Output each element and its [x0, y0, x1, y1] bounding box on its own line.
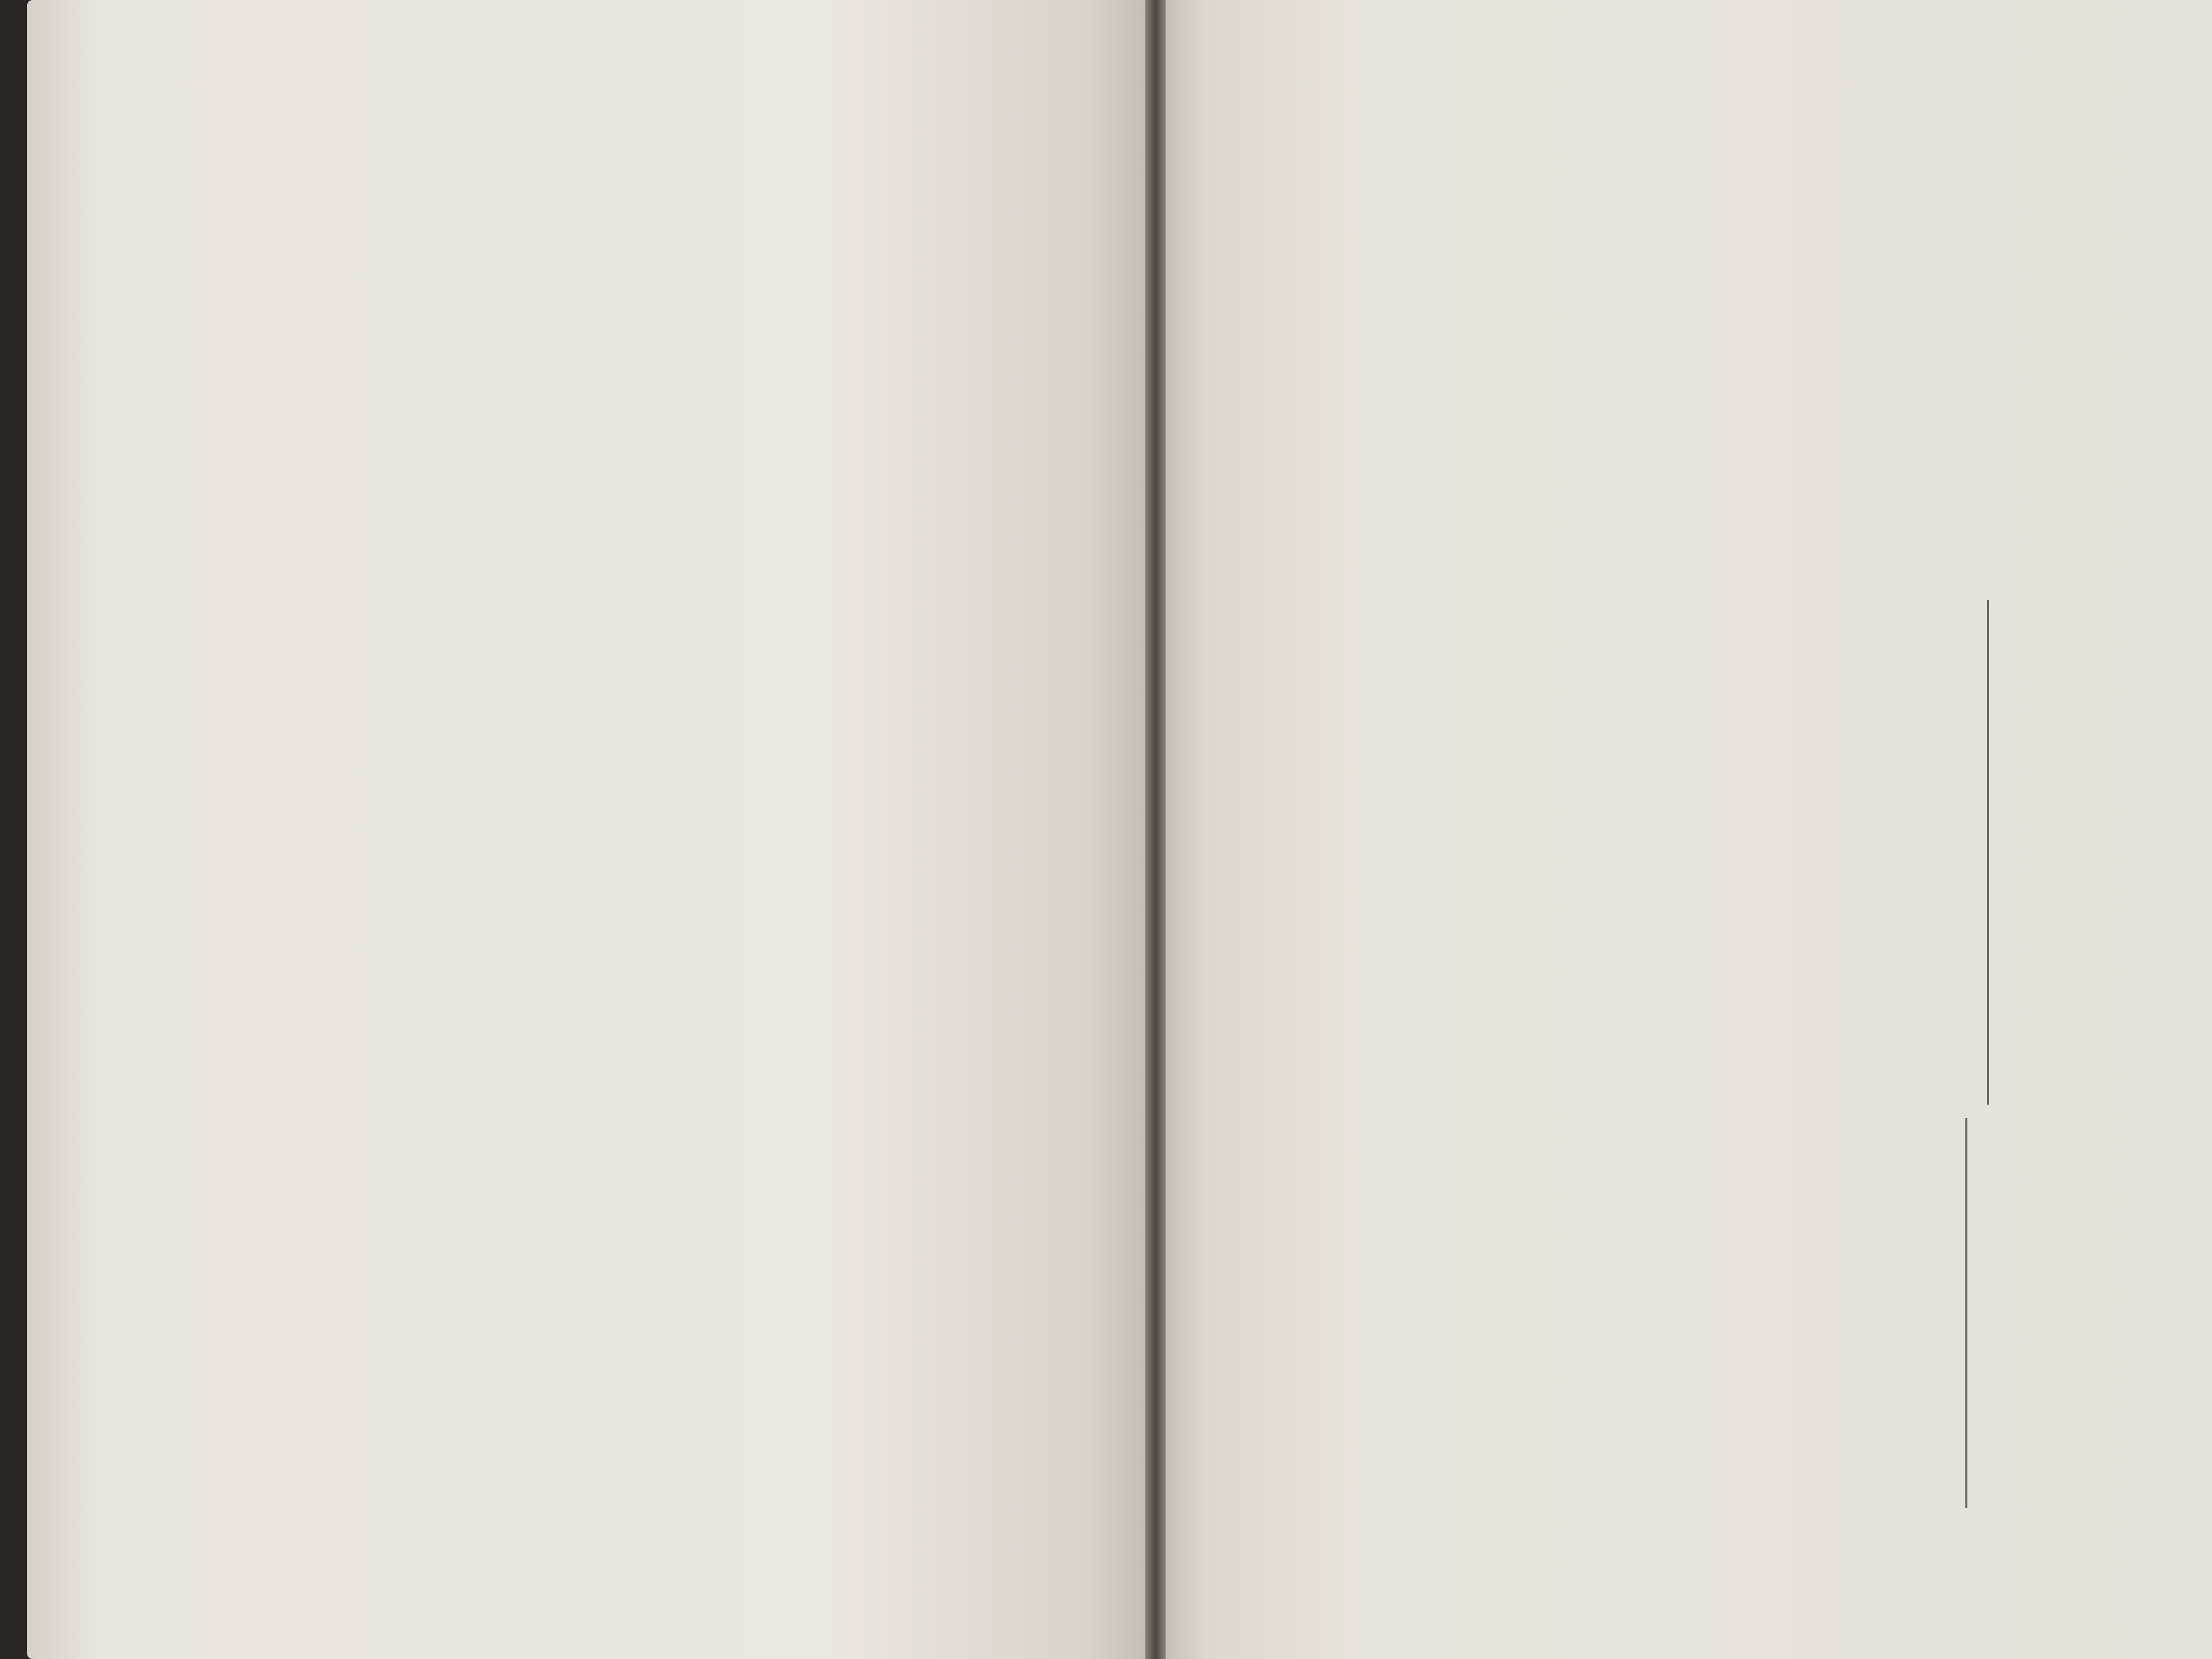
chapter-x-entries [298, 254, 1074, 266]
right-page [1152, 0, 2212, 1659]
chapter-x-heading [298, 254, 1074, 266]
book-gutter [1145, 0, 1166, 1659]
bracket-line-2 [1965, 1118, 1967, 1508]
bracket-line-1 [1987, 600, 1989, 1105]
